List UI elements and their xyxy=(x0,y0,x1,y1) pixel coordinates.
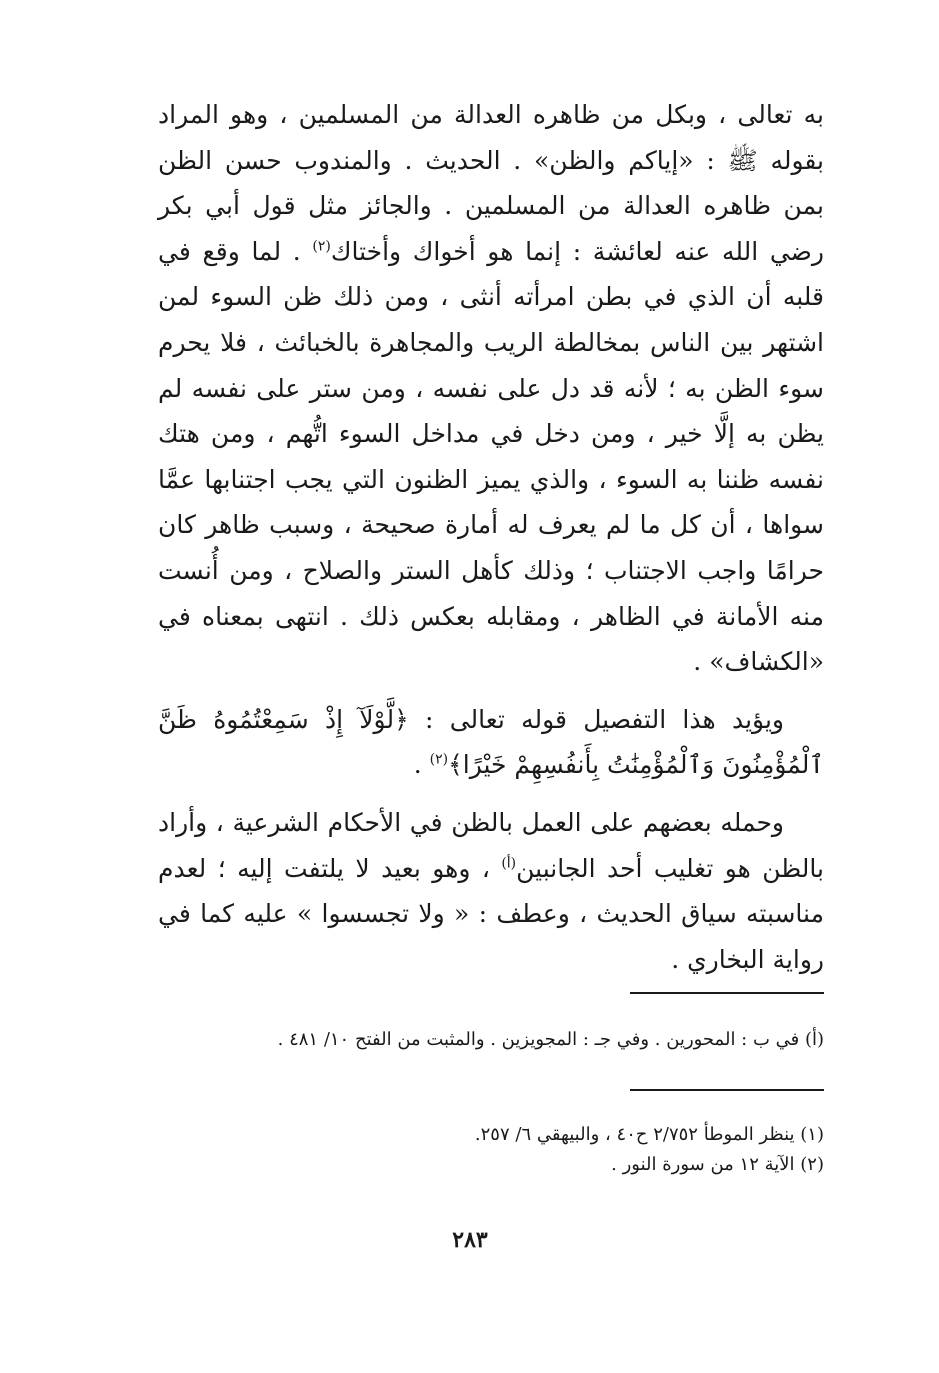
footnote-item: (٢) الآية ١٢ من سورة النور . xyxy=(611,1154,824,1175)
quran-verse: ﴿لَّوْلَآ إِذْ سَمِعْتُمُوهُ ظَنَّ ٱلْمُؤْمِنُونَ وَٱلْمُؤْمِنَٰتُ بِأَنفُسِهِمْ خَيْرًا﴾ xyxy=(158,704,824,780)
paragraph-3-part-b: ، وهو بعيد لا يلتفت إليه ؛ لعدم مناسبته سياق الحديث ، وعطف : « ولا تجسسوا » عليه كما في رواية البخاري . xyxy=(158,853,824,974)
footnotes-number xyxy=(300,1120,824,1180)
paragraph-3 xyxy=(158,800,824,982)
paragraph-1-part-a: به تعالى ، وبكل من ظاهره العدالة من المسلمين ، وهو المراد بقوله ﷺ : «إياكم والظن» . الحديث . والمندوب حسن الظن بمن ظاهره العدالة من المسلمين . والجائز مثل قول أبي بكر رضي الله عنه لعائشة : إنما هو أخواك وأختاك xyxy=(158,100,824,266)
page-number: ٢٨٣ xyxy=(452,1227,488,1253)
paragraph-3-part-a: وحمله بعضهم على العمل بالظن في الأحكام الشرعية ، وأراد بالظن هو تغليب أحد الجانبين xyxy=(158,807,825,883)
footnote-separator-1 xyxy=(630,992,824,994)
main-text xyxy=(158,92,824,982)
paragraph-2-end: . xyxy=(413,750,430,780)
footnote-marker-2b: (٢) xyxy=(429,751,449,768)
footnote-marker-2: (٢) xyxy=(312,238,331,255)
footnote-item: (أ) في ب : المحورين . وفي جـ : المجويزين . والمثبت من الفتح ١٠/ ٤٨١ . xyxy=(277,1029,824,1050)
footnote-item: (١) ينظر الموطأ ٢/٧٥٢ ح٤٠ ، والبيهقي ٦/ ٢٥٧. xyxy=(474,1124,824,1145)
footnote-separator-2 xyxy=(630,1089,824,1091)
paragraph-1-part-b: . لما وقع في قلبه أن الذي في بطن امرأته أنثى ، ومن ذلك ظن السوء لمن اشتهر بين الناس بمخالطة الريب والمجاهرة بالخبائث ، فلا يحرم سوء الظن به ؛ لأنه قد دل على نفسه ، ومن ستر على نفسه لم يظن به إلَّا خير ، ومن دخل في مداخل السوء اتُّهم ، ومن هتك نفسه ظننا به السوء ، والذي يميز الظنون التي يجب اجتنابها عمَّا سواها ، أن كل ما لم يعرف له أمارة صحيحة ، وسبب ظاهر كان حرامًا واجب الاجتناب ؛ وذلك كأهل الستر والصلاح ، ومن أُنست منه الأمانة في الظاهر ، ومقابله بعكس ذلك . انتهى بمعناه في «الكشاف» . xyxy=(158,236,824,677)
paragraph-1 xyxy=(158,92,824,685)
paragraph-2 xyxy=(158,697,824,788)
footnote-marker-alef: (أ) xyxy=(501,855,517,872)
paragraph-2-intro: ويؤيد هذا التفصيل قوله تعالى : xyxy=(408,704,784,734)
footnotes-letter xyxy=(277,1025,824,1055)
